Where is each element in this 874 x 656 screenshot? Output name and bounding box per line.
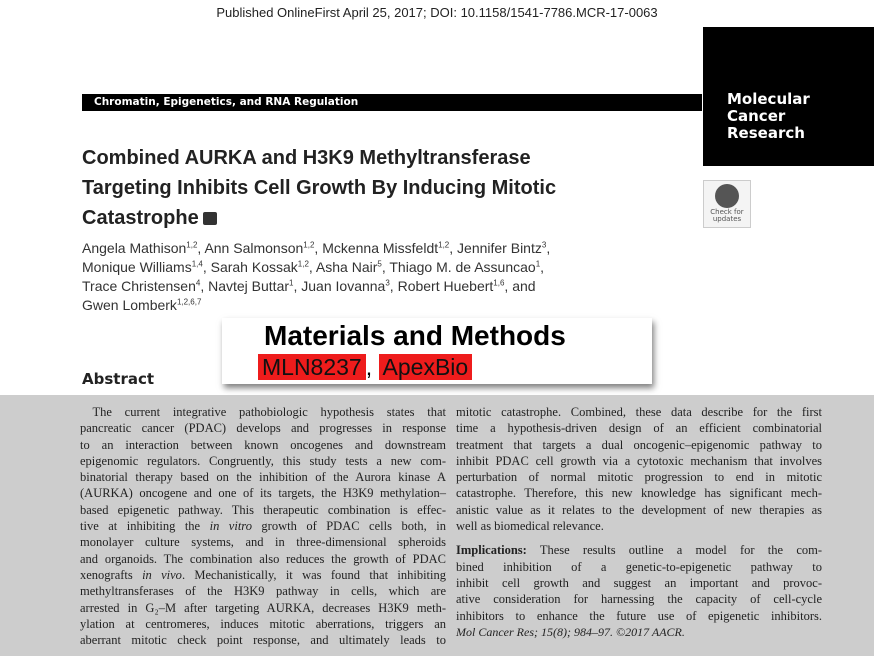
article-title xyxy=(82,143,697,233)
author-name: Monique Williams xyxy=(82,259,192,275)
author-name: Angela Mathison xyxy=(82,240,187,256)
author-name: Navtej Buttar xyxy=(208,278,290,294)
author-affiliation: 1,2 xyxy=(303,240,315,250)
section-banner: Chromatin, Epigenetics, and RNA Regulation xyxy=(82,94,702,111)
implications-line: ative consideration for harnessing the capacity of cell-cycle xyxy=(456,592,822,607)
abstract-line: to an interaction between known oncogenes and downstream xyxy=(80,437,446,452)
abstract-line: arrested in G₂–M after targeting AURKA, decreases H3K9 meth- xyxy=(80,600,446,615)
author-name: Robert Huebert xyxy=(397,278,494,294)
author xyxy=(82,259,203,275)
author xyxy=(398,278,505,294)
author-name: Thiago M. de Assuncao xyxy=(389,259,536,275)
author-affiliation: 1,2 xyxy=(297,259,309,269)
implications-line: Implications: These results outline a model for the com- xyxy=(456,543,822,558)
author-name: Jennifer Bintz xyxy=(457,240,542,256)
author xyxy=(322,240,449,256)
abstract-line: xenografts in vivo. Mechanistically, it was found that inhibiting xyxy=(80,567,446,582)
abstract-line: tive at inhibiting the in vitro growth of PDAC cells both, in xyxy=(80,519,446,534)
bookmark-icon xyxy=(715,184,739,208)
author-name: Trace Christensen xyxy=(82,278,196,294)
published-line: Published OnlineFirst April 25, 2017; DOI: 10.1158/1541-7786.MCR-17-0063 xyxy=(216,5,658,20)
implications-line: inhibit cell growth and suggest an important and provoc- xyxy=(456,575,822,590)
journal-name-line: Cancer xyxy=(727,107,786,125)
abstract-line: binatorial therapy based on the inhibition of the Aurora kinase A xyxy=(80,470,446,485)
author-affiliation: 1,2 xyxy=(438,240,450,250)
title-line: Catastrophe xyxy=(82,207,199,229)
implications-line: bined inhibition of a genetic-to-epigenetic pathway to xyxy=(456,559,822,574)
author-affiliation: 1,6 xyxy=(493,278,505,288)
author xyxy=(389,259,540,275)
tag-vendor[interactable]: ApexBio xyxy=(379,354,473,380)
title-line: Targeting Inhibits Cell Growth By Inducing Mitotic xyxy=(82,177,557,199)
abstract-line: and organoids. The combination also reduces the growth of PDAC xyxy=(80,551,446,566)
separator: , xyxy=(365,354,379,380)
abstract-line: anistic value as it relates to the development of new therapies as xyxy=(456,502,822,517)
author-affiliation: 3 xyxy=(541,240,547,250)
author-affiliation: 3 xyxy=(385,278,390,288)
abstract-line: treatment that targets a dual oncogenic–epigenomic pathway to xyxy=(456,437,822,452)
popup-heading: Materials and Methods xyxy=(264,320,566,351)
author-name: Mckenna Missfeldt xyxy=(322,240,439,256)
abstract-line: (AURKA) oncogene and one of its targets, the H3K9 methylation– xyxy=(80,486,446,501)
author-name: Asha Nair xyxy=(315,259,378,275)
author-affiliation: 1,2,6,7 xyxy=(176,297,202,307)
abstract-column-2 xyxy=(456,404,822,640)
author-name: Sarah Kossak xyxy=(210,259,298,275)
abstract-line: mitotic catastrophe. Combined, these data describe for the first xyxy=(456,405,822,419)
abstract-line: monolayer culture systems, and in three-dimensional spheroids xyxy=(80,535,446,550)
abstract-line: epigenomic regulators. Congruently, this study tests a new com- xyxy=(80,453,446,468)
check-for-updates-button[interactable] xyxy=(703,180,751,228)
author xyxy=(208,278,293,294)
journal-name-line: Molecular xyxy=(727,90,810,108)
title-line: Combined AURKA and H3K9 Methyltransferase xyxy=(82,147,531,169)
journal-name-line: Research xyxy=(727,124,805,142)
abstract-line: methyltransferases of the H3K9 pathway in cells, which are xyxy=(80,584,446,599)
abstract-line: pancreatic cancer (PDAC) develops and progresses in response xyxy=(80,421,446,436)
highlight-popup xyxy=(222,318,652,384)
abstract-column-1 xyxy=(80,404,446,648)
tag-product[interactable]: MLN8237 xyxy=(258,354,366,380)
author-affiliation: 1,2 xyxy=(186,240,198,250)
author xyxy=(316,259,382,275)
author-affiliation: 5 xyxy=(377,259,382,269)
author xyxy=(82,240,197,256)
author-name: Ann Salmonson xyxy=(204,240,304,256)
author xyxy=(301,278,390,294)
abstract-line: catastrophe. Therefore, this new knowledge has significant mech- xyxy=(456,486,822,501)
abstract-line: ylation at centromeres, induces mitotic aberrations, triggers an xyxy=(80,616,446,631)
abstract-line: based epigenetic pathway. This therapeutic combination is effec- xyxy=(80,502,446,517)
author xyxy=(211,259,309,275)
journal-name xyxy=(727,91,810,142)
implications-line: inhibitors to enhance the future use of epigenetic inhibitors. xyxy=(456,608,822,623)
author-affiliation: 1 xyxy=(535,259,541,269)
abstract-line: The current integrative pathobiologic hypothesis states that xyxy=(80,405,446,419)
abstract-line: perturbation of normal mitotic progression to end in mitotic xyxy=(456,470,822,485)
author xyxy=(457,240,546,256)
author xyxy=(204,240,314,256)
abstract-line: well as biomedical relevance. xyxy=(456,519,604,534)
author-list: Angela Mathison$^{1,2}$, Ann Salmonson$^{1,2}$, Mckenna Missfeldt$^{1,2}$, Jennifer Bintz$^3$, Monique Williams$^{1,4}$, Sarah Kossak$^{1,2}$, Asha Nair$^5$, Thiago M. de Assuncao$^1$, Trace Christensen$^4$, Navtej Buttar$^1$, Juan Iovanna$^3$, Robert Huebert$^{1,6}$, and Gwen Lomberk$^{1,2,6,7}$ xyxy=(82,240,551,313)
cfu-label: updates xyxy=(712,215,742,223)
author-affiliation: 1 xyxy=(289,278,294,288)
abstract-line: time a hypothesis-driven design of an efficient combinatorial xyxy=(456,421,822,436)
author-affiliation: 4 xyxy=(195,278,201,288)
abstract-heading: Abstract xyxy=(82,370,155,388)
citation: Mol Cancer Res; 15(8); 984–97. ©2017 AACR. xyxy=(456,624,685,639)
implications xyxy=(456,542,822,640)
author-affiliation: 1,4 xyxy=(191,259,203,269)
cfu-label: Check for xyxy=(710,208,744,216)
journal-logo xyxy=(703,27,874,166)
abstract-line: inhibit PDAC cell growth via a cytotoxic mechanism that involves xyxy=(456,453,822,468)
open-access-icon[interactable] xyxy=(203,212,217,225)
author xyxy=(82,278,200,294)
author-name: Gwen Lomberk xyxy=(82,297,177,313)
abstract-line: aberrant mitotic check point response, and ultimately leads to xyxy=(80,633,446,648)
author-name: Juan Iovanna xyxy=(301,278,386,294)
implications-label: Implications: xyxy=(456,543,527,558)
author xyxy=(82,297,201,313)
